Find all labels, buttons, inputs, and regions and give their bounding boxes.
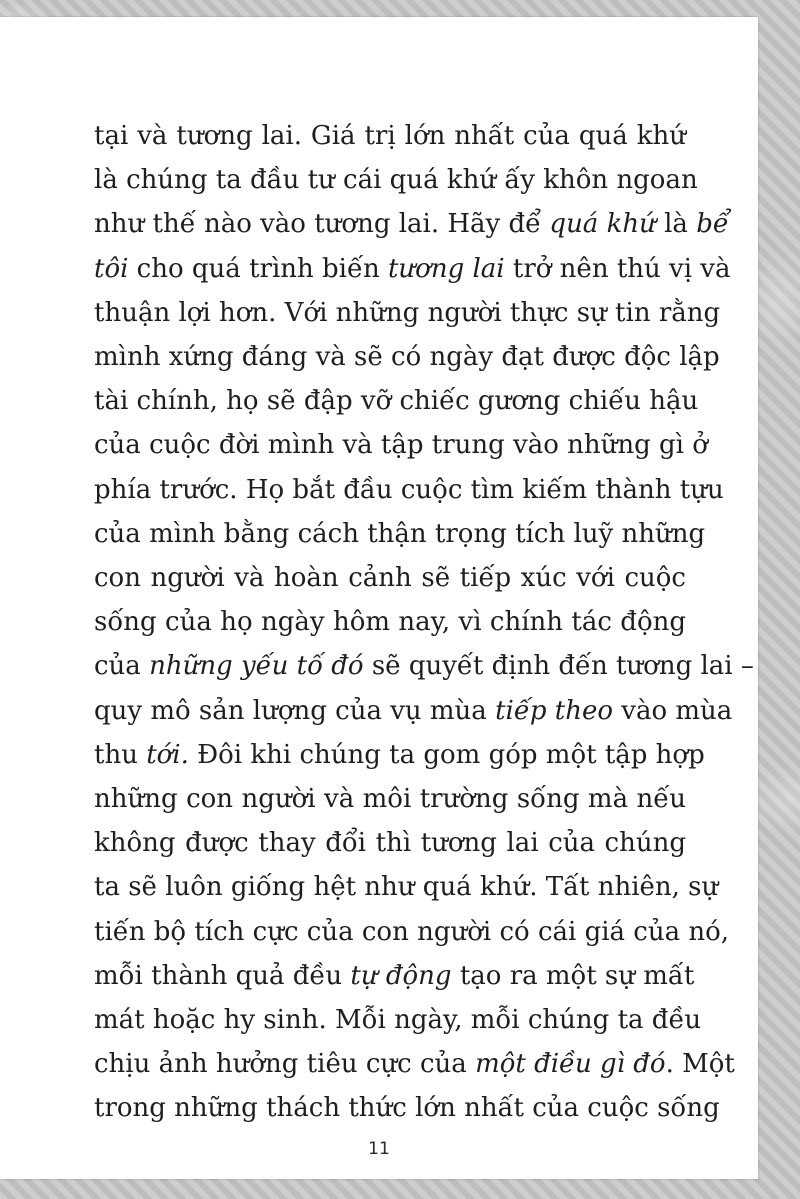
text-run: không được thay đổi thì tương lai của chúng (94, 828, 686, 859)
text-run: cho quá trình biến (128, 253, 388, 284)
text-run: trong những thách thức lớn nhất của cuộc sống (94, 1093, 720, 1124)
text-line (94, 335, 720, 379)
text-run: Đôi khi chúng ta gom góp một tập hợp (188, 739, 705, 770)
book-page (0, 17, 758, 1179)
text-run: tài chính, họ sẽ đập vỡ chiếc gương chiếu hậu (94, 386, 699, 417)
text-run: là (655, 209, 697, 240)
text-line (94, 600, 686, 644)
text-line (94, 821, 686, 865)
text-run: con người và hoàn cảnh sẽ tiếp xúc với cuộc (94, 563, 686, 594)
text-line (94, 1086, 720, 1130)
text-line (94, 512, 706, 556)
text-run: trở nên thú vị và (504, 253, 731, 284)
italic-text: những yếu tố đó (149, 651, 364, 682)
text-run: của cuộc đời mình và tập trung vào những gì ở (94, 430, 708, 461)
text-line (94, 910, 730, 954)
text-run: sống của họ ngày hôm nay, vì chính tác động (94, 607, 686, 638)
text-line (94, 423, 708, 467)
text-line (94, 1042, 735, 1086)
text-run: như thế nào vào tương lai. Hãy để (94, 209, 550, 240)
text-run: mình xứng đáng và sẽ có ngày đạt được độc lập (94, 342, 720, 373)
italic-text: tiếp theo (495, 695, 613, 726)
text-line (94, 954, 695, 998)
italic-text: tới. (146, 739, 189, 770)
text-line (94, 158, 698, 202)
text-run: tiến bộ tích cực của con người có cái giá của nó, (94, 916, 730, 947)
text-run: của (94, 651, 150, 682)
text-line (94, 777, 686, 821)
text-run: tạo ra một sự mất (451, 960, 695, 991)
italic-text: tự động (350, 960, 452, 991)
text-line (94, 998, 702, 1042)
italic-text: một điều gì đó (475, 1049, 666, 1080)
text-line (94, 202, 729, 246)
text-run: sẽ quyết định đến tương lai – (363, 651, 754, 682)
text-run: quy mô sản lượng của vụ mùa (94, 695, 496, 726)
italic-text: tương lai (387, 253, 505, 284)
text-line (94, 468, 724, 512)
text-run: thu (94, 739, 147, 770)
text-run: phía trước. Họ bắt đầu cuộc tìm kiếm thành tựu (94, 474, 724, 505)
text-run: những con người và môi trường sống mà nếu (94, 784, 686, 815)
page-number: 11 (368, 1139, 390, 1159)
text-run: là chúng ta đầu tư cái quá khứ ấy khôn ngoan (94, 165, 698, 196)
text-run: tại và tương lai. Giá trị lớn nhất của quá khứ (94, 121, 686, 151)
text-line (94, 291, 721, 335)
text-run: của mình bằng cách thận trọng tích luỹ những (94, 518, 706, 549)
text-run: . Một (665, 1049, 735, 1080)
text-line (94, 689, 733, 733)
text-run: vào mùa (612, 695, 733, 726)
italic-text: bể (696, 209, 729, 240)
text-line (94, 247, 731, 291)
italic-text: tôi (94, 253, 129, 284)
text-run: chịu ảnh hưởng tiêu cực của (94, 1049, 476, 1080)
text-run: thuận lợi hơn. Với những người thực sự tin rằng (94, 297, 721, 328)
text-line (94, 865, 719, 909)
text-line (94, 556, 686, 600)
text-line (94, 379, 699, 423)
text-line (94, 114, 686, 158)
text-run: mát hoặc hy sinh. Mỗi ngày, mỗi chúng ta đều (94, 1005, 702, 1036)
text-line (94, 733, 705, 777)
body-text (94, 114, 754, 1131)
text-run: ta sẽ luôn giống hệt như quá khứ. Tất nhiên, sự (94, 872, 719, 903)
text-line (94, 644, 754, 688)
text-run: mỗi thành quả đều (94, 960, 351, 991)
italic-text: quá khứ (549, 209, 656, 240)
